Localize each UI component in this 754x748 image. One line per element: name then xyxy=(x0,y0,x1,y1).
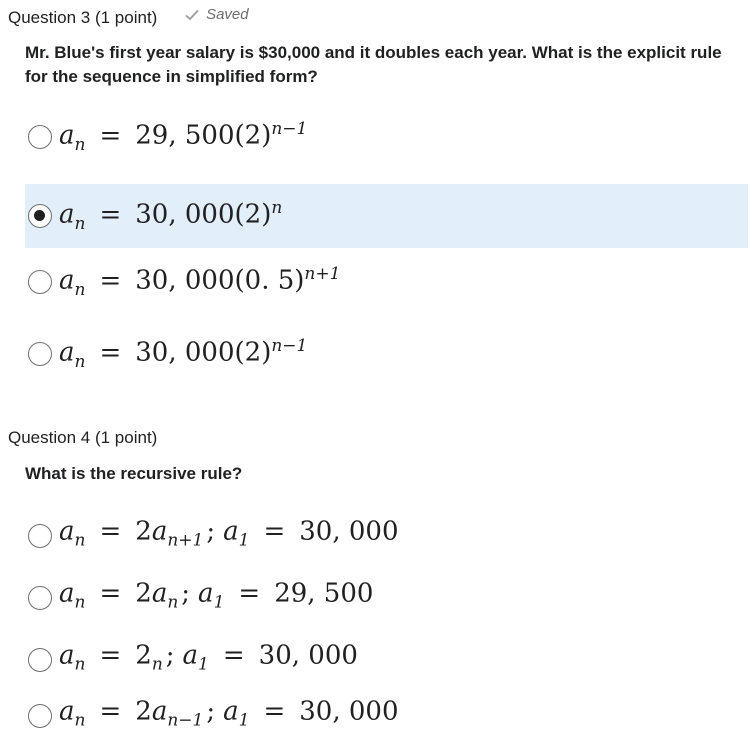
radio-button[interactable] xyxy=(28,648,52,672)
radio-button[interactable] xyxy=(28,270,52,294)
question-3-prompt: Mr. Blue's first year salary is $30,000 and it doubles each year. What is the explicit rule for the sequence in simplified form? xyxy=(25,43,722,86)
option-formula: $a_n = 30$, $000(2)^n$ xyxy=(59,198,283,234)
option-formula: $a_n = 2a_{n-1}$ ; $a_1 = 30$, 000 xyxy=(59,696,399,731)
question-4-header xyxy=(8,427,157,449)
option-formula: $a_n = 2a_{n+1}$ ; $a_1 = 30$, 000 xyxy=(59,516,399,551)
radio-button[interactable] xyxy=(28,586,52,610)
radio-button[interactable] xyxy=(28,342,52,366)
saved-label: Saved xyxy=(206,6,249,23)
q4-option-2[interactable] xyxy=(25,566,748,630)
q4-option-4[interactable] xyxy=(25,684,748,748)
q3-option-1[interactable] xyxy=(25,105,748,169)
option-formula: $a_n = 29$, $500(2)^{n-1}$ xyxy=(59,119,308,155)
q4-option-1[interactable] xyxy=(25,504,748,568)
option-formula: $a_n = 2_n$ ; $a_1 = 30$, 000 xyxy=(59,640,358,675)
option-formula: $a_n = 2a_n$ ; $a_1 = 29$, 500 xyxy=(59,578,374,613)
question-points: (1 point) xyxy=(94,8,158,27)
option-formula: $a_n = 30$, 000(0. 5)$^{n+1}$ xyxy=(59,264,341,300)
radio-button[interactable] xyxy=(28,204,52,228)
checkmark-icon xyxy=(184,7,200,23)
q3-option-3[interactable] xyxy=(25,250,748,314)
radio-button[interactable] xyxy=(28,524,52,548)
question-title: Question 4 xyxy=(8,428,91,447)
radio-button[interactable] xyxy=(28,125,52,149)
question-points: (1 point) xyxy=(94,428,158,447)
saved-status xyxy=(184,4,249,26)
q3-option-2[interactable] xyxy=(25,184,748,248)
option-formula: $a_n = 30$, $000(2)^{n-1}$ xyxy=(59,336,308,372)
question-3-header xyxy=(8,4,249,29)
q3-option-4[interactable] xyxy=(25,322,748,386)
question-title: Question 3 xyxy=(8,8,91,27)
radio-button[interactable] xyxy=(28,704,52,728)
q4-option-3[interactable] xyxy=(25,628,748,692)
question-4-prompt: What is the recursive rule? xyxy=(25,464,243,483)
